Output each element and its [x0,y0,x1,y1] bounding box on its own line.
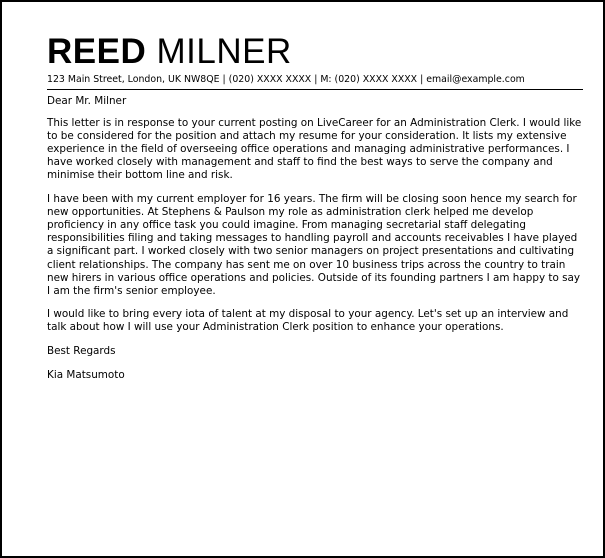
paragraph-intro: This letter is in response to your current posting on LiveCareer for an Administration Clerk. I would like to be considered for the position and attach my resume for your consideration. It lists my extensive experience in the field of overseeing office operations and managing administrative performances. I have worked closely with management and staff to find the best ways to serve the company and minimise their bottom line and risk. [47,117,582,182]
closing: Best Regards [47,345,116,357]
paragraph-closing: I would like to bring every iota of talent at my disposal to your agency. Let's set up an interview and talk about how I will use your Administration Clerk position to enhance your operations. [47,308,569,334]
first-name: REED [47,32,147,71]
contact-line: 123 Main Street, London, UK NW8QE | (020) XXXX XXXX | M: (020) XXXX XXXX | email@example.com [47,74,525,85]
applicant-name [47,32,583,72]
signature: Kia Matsumoto [47,368,125,381]
letterhead [47,32,583,86]
header-divider [47,89,583,90]
paragraph-experience: I have been with my current employer for 16 years. The firm will be closing soon hence my search for new opportunities. At Stephens & Paulson my role as administration clerk helped me develop proficiency in any office task you could imagine. From managing secretarial staff delegating responsibilities filing and taking messages to handling payroll and accounts receivables I have played a significant part. I worked closely with two senior managers on project presentations and cultivating client relationships. The company has sent me on over 10 business trips across the country to train new hirers in various office operations and policies. Outside of its founding partners I am happy to say I am the firm's senior employee. [47,193,581,297]
letter-body [47,95,585,392]
last-name: MILNER [156,32,292,71]
salutation: Dear Mr. Milner [47,95,127,107]
